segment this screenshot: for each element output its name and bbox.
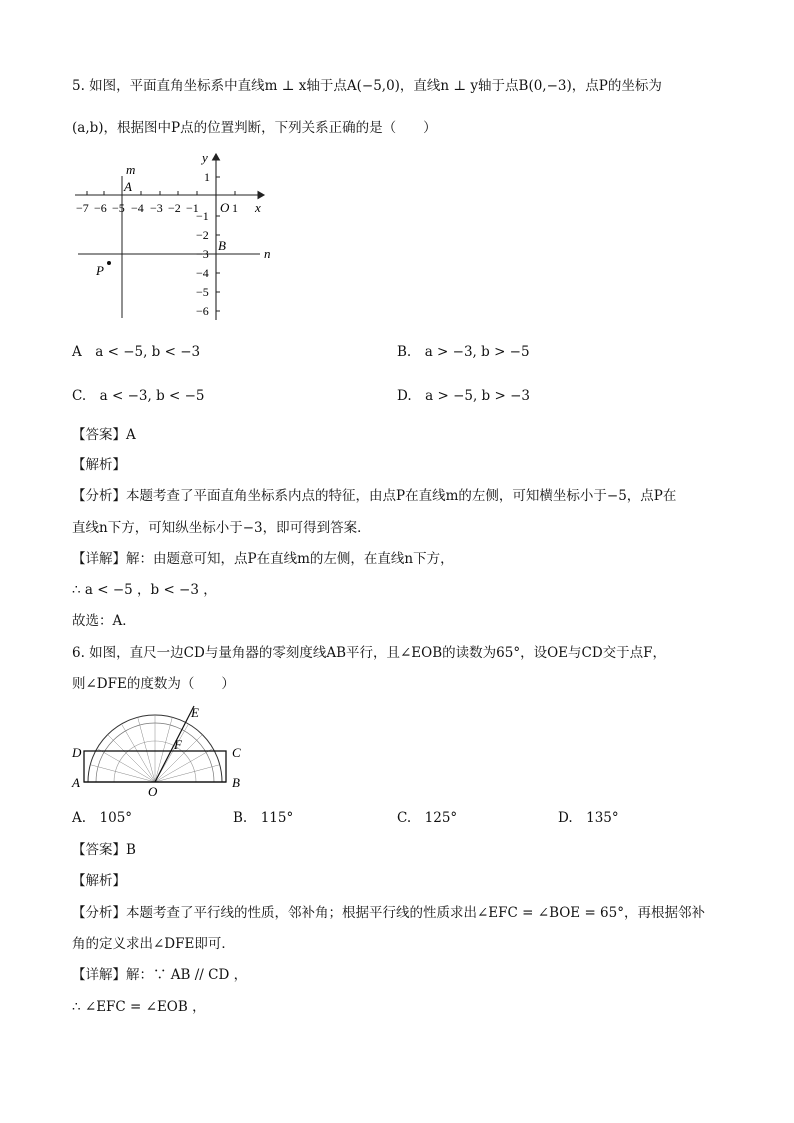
q6-stem-line2: 则∠DFE的度数为（ ）: [72, 676, 235, 692]
q5-stem-line1: 5. 如图，平面直角坐标系中直线m ⊥ x轴于点A(−5,0)，直线n ⊥ y轴于点B(0,−3)，点P的坐标为: [72, 78, 662, 94]
q6-analysis-line2: 角的定义求出∠DFE即可．: [72, 936, 235, 952]
q5-detail-line3: 故选：A．: [72, 613, 136, 629]
q6-protractor-figure: [70, 702, 260, 800]
label-A: A: [72, 775, 80, 790]
x-tick-label: −2: [168, 201, 181, 215]
q5-analysis-heading: 【解析】: [72, 457, 126, 473]
q6-detail-line1: 【详解】解：∵ AB // CD ，: [72, 967, 248, 983]
q6-stem-line1: 6. 如图，直尺一边CD与量角器的零刻度线AB平行，且∠EOB的读数为65°，设OE与CD交于点F，: [72, 645, 667, 661]
label-m: m: [126, 162, 136, 177]
q5-analysis-line2: 直线n下方，可知纵坐标小于−3，即可得到答案．: [72, 520, 371, 536]
q5-option-d[interactable]: D. a > −5, b > −3: [397, 388, 530, 404]
q6-option-c[interactable]: C. 125°: [397, 810, 458, 826]
q5-answer: 【答案】A: [72, 427, 136, 443]
x-tick-label: −5: [112, 201, 125, 215]
label-O: O: [148, 784, 158, 799]
q6-option-b[interactable]: B. 115°: [233, 810, 294, 826]
label-B: B: [218, 238, 226, 253]
q6-option-a[interactable]: A. 105°: [72, 810, 133, 826]
point-P: [107, 261, 111, 265]
q5-stem-line2: (a,b)，根据图中P点的位置判断，下列关系正确的是（ ）: [72, 120, 437, 136]
label-origin: O: [220, 200, 230, 215]
label-B: B: [232, 775, 240, 790]
x-tick-label: −4: [131, 201, 144, 215]
label-E: E: [191, 705, 199, 720]
y-tick-label: −1: [196, 209, 209, 223]
label-P: P: [96, 263, 104, 278]
y-tick-label: −4: [196, 266, 209, 280]
q5-analysis-line1: 【分析】本题考查了平面直角坐标系内点的特征，由点P在直线m的左侧，可知横坐标小于−5，点P在: [72, 488, 677, 504]
q5-coordinate-figure: [70, 150, 280, 322]
label-y: y: [202, 150, 208, 165]
y-tick-label: 1: [204, 170, 210, 184]
x-tick-label: −7: [76, 201, 89, 215]
q6-option-d[interactable]: D. 135°: [558, 810, 619, 826]
label-F: F: [174, 737, 182, 752]
label-n: n: [264, 246, 271, 261]
q5-option-a[interactable]: A a < −5, b < −3: [72, 344, 201, 360]
x-tick-label: −3: [150, 201, 163, 215]
y-tick-label: −3: [196, 247, 209, 261]
x-tick-label: −6: [94, 201, 107, 215]
y-tick-label: −2: [196, 228, 209, 242]
label-D: D: [72, 745, 82, 760]
q6-answer: 【答案】B: [72, 842, 136, 858]
x-tick-label: 1: [232, 201, 238, 215]
y-tick-label: −6: [196, 304, 209, 318]
q5-option-c[interactable]: C. a < −3, b < −5: [72, 388, 205, 404]
q5-detail-line1: 【详解】解：由题意可知，点P在直线m的左侧，在直线n下方，: [72, 551, 454, 567]
label-x: x: [255, 200, 261, 215]
label-A: A: [124, 179, 132, 194]
q6-analysis-line1: 【分析】本题考查了平行线的性质，邻补角；根据平行线的性质求出∠EFC = ∠BOE = 65°，再根据邻补: [72, 905, 705, 921]
q6-detail-line2: ∴ ∠EFC = ∠EOB ，: [72, 999, 206, 1015]
q5-option-b[interactable]: B. a > −3, b > −5: [397, 344, 530, 360]
label-C: C: [232, 745, 241, 760]
q5-detail-line2: ∴ a < −5 ，b < −3 ，: [72, 582, 217, 598]
x-tick-label: −1: [186, 201, 199, 215]
y-tick-label: −5: [196, 285, 209, 299]
q6-analysis-heading: 【解析】: [72, 873, 126, 889]
